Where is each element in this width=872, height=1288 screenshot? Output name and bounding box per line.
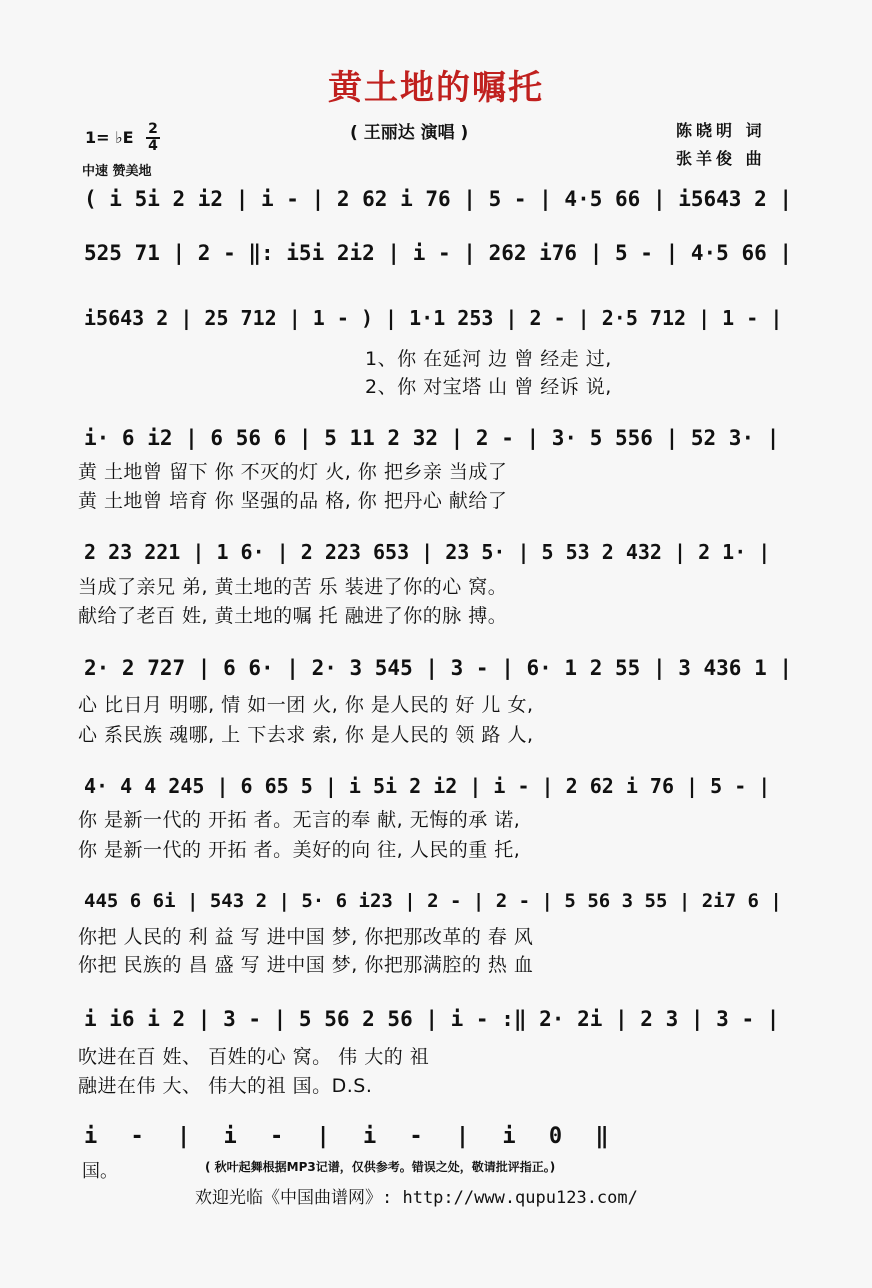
lyric-line-v2: 心 系民族 魂哪, 上 下去求 索, 你 是人民的 领 路 人,	[78, 724, 534, 746]
score-text: ( i 5i 2 i2 | i - | 2 62 i 76 | 5 - | 4·5 66 | i5643 2 |	[84, 187, 793, 211]
score-line-2	[78, 236, 798, 270]
score-line-6	[78, 651, 798, 685]
score-line-8	[78, 884, 798, 918]
lyric-line-v1: 当成了亲兄 弟, 黄土地的苦 乐 装进了你的心 窝。	[78, 576, 508, 598]
score-text: i5643 2 | 25 712 | 1 - ) | 1·1 253 | 2 - | 2·5 712 | 1 - |	[84, 306, 783, 330]
time-bottom: 4	[146, 137, 160, 154]
composer-label: 张羊俊 曲	[676, 149, 766, 168]
lyric-line-v2: 献给了老百 姓, 黄土地的嘱 托 融进了你的脉 搏。	[78, 605, 508, 627]
score-line-5	[78, 535, 798, 569]
score-text: 2 23 221 | 1 6· | 2 223 653 | 23 5· | 5 53 2 432 | 2 1· |	[84, 540, 771, 564]
score-text: 4· 4 4 245 | 6 65 5 | i 5i 2 i2 | i - | 2 62 i 76 | 5 - |	[84, 774, 771, 798]
lyric-line-v2: 黄 土地曾 培育 你 坚强的品 格, 你 把丹心 献给了	[78, 490, 508, 512]
score-line-1	[78, 182, 798, 216]
score-text: i· 6 i2 | 6 56 6 | 5 11 2 32 | 2 - | 3· 5 556 | 52 3· |	[84, 426, 780, 450]
lyric-line-v2: 你把 民族的 昌 盛 写 进中国 梦, 你把那满腔的 热 血	[78, 954, 534, 976]
score-line-4	[78, 421, 798, 455]
lyric-line-v2: 你 是新一代的 开拓 者。美好的向 往, 人民的重 托,	[78, 839, 521, 861]
lyric-line-v1: 吹进在百 姓、 百姓的心 窝。 伟 大的 祖	[78, 1046, 430, 1068]
lyric-line-v1: 1、你 在延河 边 曾 经走 过,	[365, 348, 612, 370]
score-line-7	[78, 769, 798, 803]
lyric-line-v2: 融进在伟 大、 伟大的祖 国。D.S.	[78, 1075, 373, 1097]
score-line-10	[78, 1120, 798, 1154]
website-footer: 欢迎光临《中国曲谱网》: http://www.qupu123.com/	[195, 1188, 638, 1208]
lyric-line-v1: 你把 人民的 利 益 写 进中国 梦, 你把那改革的 春 风	[78, 926, 534, 948]
lyric-line-v1: 黄 土地曾 留下 你 不灭的灯 火, 你 把乡亲 当成了	[78, 461, 508, 483]
lyricist-label: 陈晓明 词	[676, 121, 766, 140]
last-lyric: 国。	[82, 1161, 118, 1182]
singer-label: ( 王丽达 演唱 )	[350, 123, 469, 143]
footnote: ( 秋叶起舞根据MP3记谱，仅供参考。错误之处，敬请批评指正。)	[205, 1160, 556, 1174]
tempo-marking: 中速 赞美地	[82, 164, 152, 179]
lyric-line-v1: 你 是新一代的 开拓 者。无言的奉 献, 无悔的承 诺,	[78, 809, 521, 831]
lyric-line-v2: 2、你 对宝塔 山 曾 经诉 说,	[365, 376, 612, 398]
score-text: 525 71 | 2 - ‖: i5i 2i2 | i - | 262 i76 | 5 - | 4·5 66 |	[84, 241, 793, 265]
score-text: 2· 2 727 | 6 6· | 2· 3 545 | 3 - | 6· 1 2 55 | 3 436 1 |	[84, 656, 793, 680]
time-top: 2	[148, 121, 158, 137]
key-signature: 1= ♭E	[85, 128, 134, 147]
song-title: 黄土地的嘱托	[328, 68, 544, 108]
score-line-3	[78, 301, 798, 335]
score-text: 445 6 6i | 543 2 | 5· 6 i23 | 2 - | 2 - | 5 56 3 55 | 2i7 6 |	[84, 890, 782, 912]
score-text: i - | i - | i - | i 0 ‖	[84, 1124, 619, 1149]
score-line-9	[78, 1002, 798, 1036]
score-text: i i6 i 2 | 3 - | 5 56 2 56 | i - :‖ 2· 2i | 2 3 | 3 - |	[84, 1007, 780, 1031]
time-signature	[146, 122, 160, 154]
lyric-line-v1: 心 比日月 明哪, 情 如一团 火, 你 是人民的 好 儿 女,	[78, 694, 534, 716]
